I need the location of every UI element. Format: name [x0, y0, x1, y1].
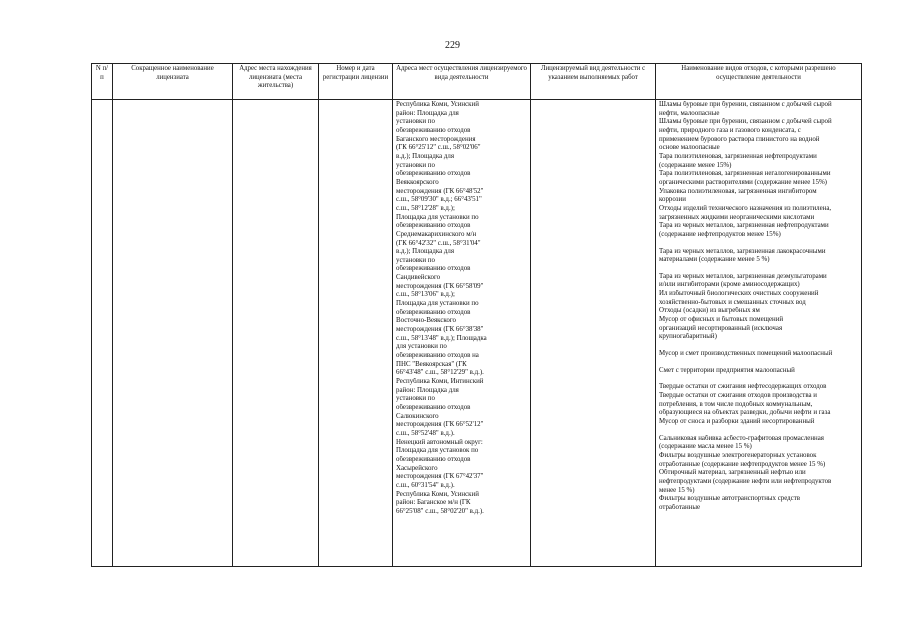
address-line: обезвреживанию отходов	[396, 265, 471, 273]
waste-type-line: Ил избыточный биологических очистных сооружений	[659, 290, 819, 298]
address-line: обезвреживанию отходов	[396, 222, 471, 230]
waste-type-line: нефтепродуктами (содержание нефти или нефтепродуктов	[659, 477, 832, 485]
license-register-table	[91, 63, 862, 567]
waste-type-line: основе малоопасные	[659, 144, 720, 152]
address-line: месторождения (ГК 66°38'38"	[396, 326, 484, 334]
column-header-license-number-date: Номер и дата регистрации лицензии	[319, 64, 393, 100]
address-line: обезвреживанию отходов	[396, 170, 471, 178]
address-line: Хасырейского	[396, 464, 438, 472]
address-line: в.д.); Площадка для	[396, 248, 455, 256]
waste-type-line: менее 15 %)	[659, 486, 695, 494]
address-line: месторождения (ГК 67°42'37"	[396, 473, 484, 481]
address-line: Среднемакарихинского м/н	[396, 230, 477, 238]
waste-type-line: загрязненных жидкими неорганическими кислотами	[659, 213, 815, 221]
address-line: обезвреживанию отходов	[396, 455, 471, 463]
waste-type-line: Фильтры воздушные автотранспортных средств	[659, 495, 800, 503]
line-gap	[659, 359, 858, 367]
address-line: 66°43'48" с.ш., 58°12'29" в.д.).	[396, 369, 484, 377]
address-line: Восточно-Веякского	[396, 317, 456, 325]
column-header-licensee-address: Адрес места нахождения лицензиата (места жительства)	[233, 64, 319, 100]
waste-type-line: Тара из черных металлов, загрязненная лакокрасочными	[659, 247, 826, 255]
address-line: район: Площадка для	[396, 109, 459, 117]
address-line: Республика Коми, Усинский	[396, 490, 479, 498]
address-line: обезвреживанию отходов	[396, 126, 471, 134]
address-line: район: Площадка для	[396, 386, 459, 394]
address-line: район: Баганское м/н (ГК	[396, 499, 471, 507]
address-line: Сандивейского	[396, 274, 441, 282]
waste-type-line: Мусор от сноса и разборки зданий несортированный	[659, 418, 815, 425]
waste-type-line: Отходы (осадки) из выгребных ям	[659, 307, 760, 315]
waste-type-line: Обтирочный материал, загрязненный нефтью или	[659, 469, 806, 477]
address-line: установки по	[396, 256, 435, 264]
address-line: Ненецкий автономный округ:	[396, 438, 483, 446]
address-line: с.ш., 58°13'48" в.д.); Площадка	[396, 334, 487, 342]
address-line: Площадка для установки по	[396, 213, 479, 221]
page-number: 229	[445, 40, 460, 51]
cell-licensed-activity	[531, 100, 656, 567]
line-gap	[659, 427, 858, 435]
waste-type-line: нефти, малоопасные	[659, 109, 720, 117]
cell-activity-addresses	[393, 100, 531, 567]
cell-licensee-address	[233, 100, 319, 567]
waste-type-line: отработанные	[659, 503, 701, 511]
address-line: установки по	[396, 161, 435, 169]
waste-type-line: Тара полиэтиленовая, загрязненная негалогенированными	[659, 170, 831, 178]
address-line: с.ш., 58°09'30" в.д.; 66°43'51"	[396, 196, 482, 204]
waste-type-line: Твердые остатки от сжигания отходов производства и	[659, 392, 817, 400]
cell-license-number-date	[319, 100, 393, 567]
waste-type-line: применением бурового раствора глинистого на водной	[659, 135, 820, 143]
address-line: Республика Коми, Интинский	[396, 378, 484, 385]
address-line: в.д.); Площадка для	[396, 152, 455, 160]
column-header-waste-types: Наименование видов отходов, с которыми разрешено осуществление деятельности	[656, 64, 862, 100]
column-header-activity-addresses: Адреса мест осуществления лицензируемого вида деятельности	[393, 64, 531, 100]
address-line: обезвреживанию отходов на	[396, 352, 479, 360]
column-header-licensed-activity: Лицензируемый вид деятельности с указанием выполняемых работ	[531, 64, 656, 100]
waste-type-line: Мусор и смет производственных помещений малоопасный	[659, 350, 833, 358]
address-line: с.ш., 58°13'06" в.д.);	[396, 291, 455, 299]
waste-type-line: Упаковка полиэтиленовая, загрязненная ингибитором	[659, 187, 817, 195]
line-gap	[659, 265, 858, 273]
waste-type-line: Тара из черных металлов, загрязненная деэмульгаторами	[659, 272, 827, 280]
address-line: с.ш., 58°52'48" в.д.).	[396, 429, 455, 437]
address-line: (ГК 66°42'32" с.ш., 58°31'04"	[396, 239, 481, 247]
waste-type-line: коррозии	[659, 196, 686, 204]
address-line: с.ш., 58°12'28" в.д.);	[396, 204, 455, 212]
waste-type-line: образующиеся на объектах разведки, добычи нефти и газа	[659, 409, 831, 417]
waste-type-line: крупногабаритный)	[659, 333, 717, 341]
waste-type-line: хозяйственно-бытовых и смешанных сточных вод	[659, 298, 806, 306]
cell-licensee-name	[113, 100, 233, 567]
address-line: Салюкинского	[396, 412, 439, 420]
waste-type-line: Тара полиэтиленовая, загрязненная нефтепродуктами	[659, 152, 817, 160]
line-gap	[659, 342, 858, 350]
table-header-row	[92, 64, 862, 100]
address-line: 66°25'08" с.ш., 58°02'20" в.д.).	[396, 507, 484, 515]
waste-type-line: Отходы изделий технического назначения из полиэтилена,	[659, 204, 832, 212]
waste-type-line: Смет с территории предприятия малоопасный	[659, 366, 795, 374]
address-line: (ГК 66°25'12" с.ш., 58°02'06"	[396, 144, 481, 152]
waste-type-line: (содержание масла менее 15 %)	[659, 443, 752, 451]
waste-type-line: Шламы буровые при бурении, связанном с добычей сырой	[659, 101, 832, 108]
waste-type-line: Шламы буровые при бурении, связанном с добычей сырой	[659, 118, 832, 126]
waste-type-line: Твердые остатки от сжигания нефтесодержащих отходов	[659, 383, 827, 391]
address-line: обезвреживанию отходов	[396, 308, 471, 316]
waste-type-line: отработанные (содержание нефтепродуктов менее 15 %)	[659, 460, 826, 468]
address-line: Баганского месторождения	[396, 135, 476, 143]
waste-type-line: организаций несортированный (исключая	[659, 324, 783, 332]
address-line: месторождения (ГК 66°58'09"	[396, 282, 484, 290]
waste-type-line: нефти, природного газа и газового конденсата, с	[659, 126, 801, 134]
cell-number	[92, 100, 113, 567]
line-gap	[659, 240, 858, 248]
waste-type-line: (содержание нефтепродуктов менее 15%)	[659, 230, 781, 238]
waste-type-line: Фильтры воздушные электрогенераторных установок	[659, 451, 817, 459]
address-line: Площадка для установок по	[396, 447, 479, 455]
waste-type-line: (содержание менее 15%)	[659, 161, 732, 169]
address-line: обезвреживанию отходов	[396, 403, 471, 411]
waste-type-line: потребления, в том числе подобных коммунальным,	[659, 400, 813, 408]
address-line: установки по	[396, 395, 435, 403]
waste-type-line: Сальниковая набивка асбесто-графитовая промасленная	[659, 434, 824, 442]
waste-type-line: органическими растворителями (содержание менее 15%)	[659, 178, 827, 186]
column-header-number: N п/п	[92, 64, 113, 100]
address-line: месторождения (ГК 66°48'52"	[396, 187, 484, 195]
waste-type-line: материалами (содержание менее 5 %)	[659, 256, 770, 264]
table-row	[92, 100, 862, 567]
cell-waste-types	[656, 100, 862, 567]
address-line: для установки по	[396, 343, 447, 351]
address-line: Площадка для установки по	[396, 300, 479, 308]
address-line: Республика Коми, Усинский	[396, 101, 479, 108]
waste-type-line: Мусор от офисных и бытовых помещений	[659, 316, 784, 324]
address-line: Веяккоярского	[396, 178, 439, 186]
address-line: с.ш., 60°31'54" в.д.).	[396, 481, 455, 489]
address-line: месторождения (ГК 66°52'12"	[396, 421, 484, 429]
line-gap	[659, 375, 858, 383]
column-header-licensee-name: Сокращенное наименование лицензиата	[113, 64, 233, 100]
waste-type-line: Тара из черных металлов, загрязненная нефтепродуктами	[659, 222, 829, 230]
waste-type-line: и/или ингибиторами (кроме аминосодержащих)	[659, 281, 800, 289]
address-line: ПНС "Веякоярская" (ГК	[396, 360, 467, 368]
address-line: установки по	[396, 118, 435, 126]
